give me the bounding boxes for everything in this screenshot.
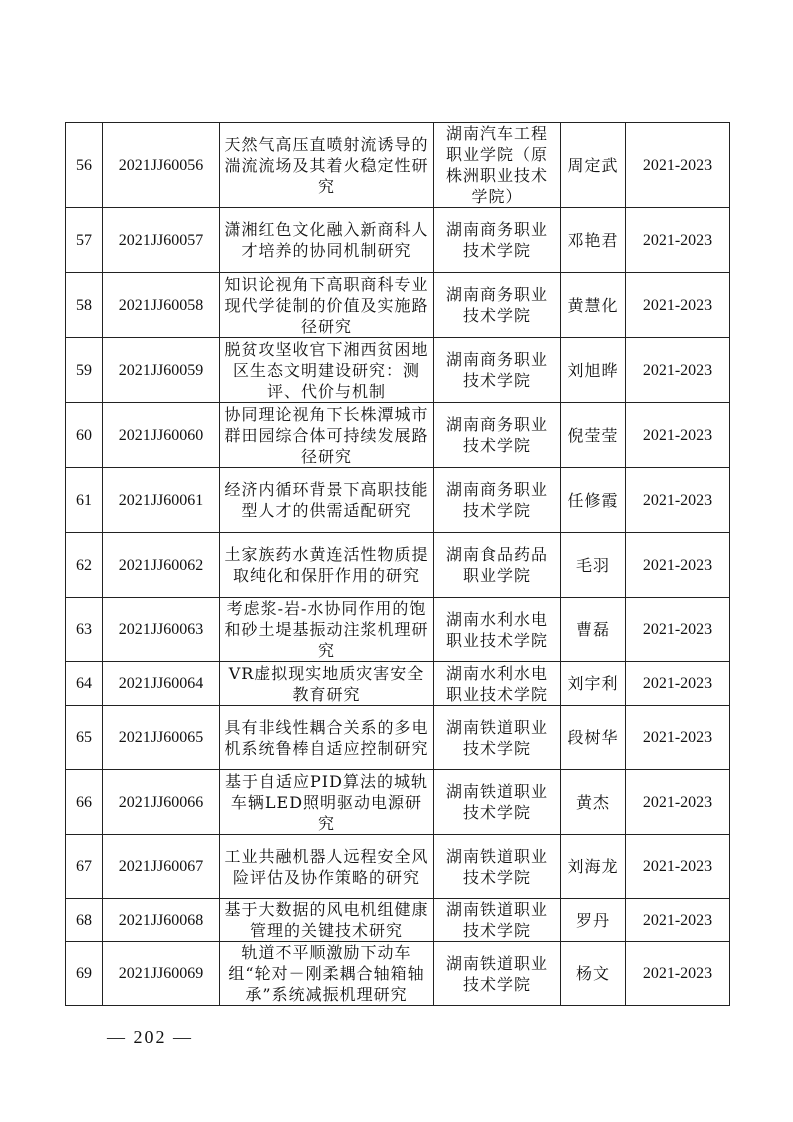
table-row (66, 942, 730, 1006)
institution-cell: 湖南铁道职业技术学院 (434, 706, 561, 770)
row-number-cell: 61 (66, 468, 103, 533)
period-cell: 2021-2023 (626, 662, 730, 706)
project-code-cell: 2021JJ60067 (103, 835, 220, 899)
table-row (66, 706, 730, 770)
principal-cell: 刘宇利 (561, 662, 626, 706)
project-code-cell: 2021JJ60065 (103, 706, 220, 770)
project-title-cell: 脱贫攻坚收官下湘西贫困地区生态文明建设研究：测评、代价与机制 (220, 338, 434, 403)
institution-cell: 湖南铁道职业技术学院 (434, 770, 561, 835)
project-title-cell: 协同理论视角下长株潭城市群田园综合体可持续发展路径研究 (220, 403, 434, 468)
period-cell: 2021-2023 (626, 468, 730, 533)
project-title-cell: VR虚拟现实地质灾害安全教育研究 (220, 662, 434, 706)
project-code-cell: 2021JJ60056 (103, 123, 220, 208)
period-cell: 2021-2023 (626, 273, 730, 338)
project-title-cell: 知识论视角下高职商科专业现代学徒制的价值及实施路径研究 (220, 273, 434, 338)
row-number-cell: 56 (66, 123, 103, 208)
principal-cell: 黄慧化 (561, 273, 626, 338)
table-row (66, 770, 730, 835)
table-row (66, 338, 730, 403)
period-cell: 2021-2023 (626, 942, 730, 1006)
table-row (66, 899, 730, 942)
period-cell: 2021-2023 (626, 123, 730, 208)
project-title-cell: 轨道不平顺激励下动车组“轮对－刚柔耦合轴箱轴承”系统减振机理研究 (220, 942, 434, 1006)
principal-cell: 刘旭晔 (561, 338, 626, 403)
period-cell: 2021-2023 (626, 598, 730, 662)
project-code-cell: 2021JJ60059 (103, 338, 220, 403)
table-row (66, 273, 730, 338)
project-code-cell: 2021JJ60063 (103, 598, 220, 662)
row-number-cell: 65 (66, 706, 103, 770)
project-title-cell: 天然气高压直喷射流诱导的湍流流场及其着火稳定性研究 (220, 123, 434, 208)
project-code-cell: 2021JJ60061 (103, 468, 220, 533)
project-title-cell: 具有非线性耦合关系的多电机系统鲁棒自适应控制研究 (220, 706, 434, 770)
row-number-cell: 69 (66, 942, 103, 1006)
institution-cell: 湖南商务职业技术学院 (434, 208, 561, 273)
project-code-cell: 2021JJ60069 (103, 942, 220, 1006)
project-code-cell: 2021JJ60068 (103, 899, 220, 942)
principal-cell: 曹磊 (561, 598, 626, 662)
principal-cell: 罗丹 (561, 899, 626, 942)
row-number-cell: 67 (66, 835, 103, 899)
table-row (66, 403, 730, 468)
period-cell: 2021-2023 (626, 533, 730, 598)
project-title-cell: 基于大数据的风电机组健康管理的关键技术研究 (220, 899, 434, 942)
project-title-cell: 工业共融机器人远程安全风险评估及协作策略的研究 (220, 835, 434, 899)
institution-cell: 湖南商务职业技术学院 (434, 403, 561, 468)
institution-cell: 湖南商务职业技术学院 (434, 468, 561, 533)
table-row (66, 598, 730, 662)
project-code-cell: 2021JJ60058 (103, 273, 220, 338)
row-number-cell: 60 (66, 403, 103, 468)
principal-cell: 周定武 (561, 123, 626, 208)
table-row (66, 662, 730, 706)
row-number-cell: 59 (66, 338, 103, 403)
period-cell: 2021-2023 (626, 338, 730, 403)
institution-cell: 湖南水利水电职业技术学院 (434, 662, 561, 706)
project-title-cell: 基于自适应PID算法的城轨车辆LED照明驱动电源研究 (220, 770, 434, 835)
principal-cell: 邓艳君 (561, 208, 626, 273)
project-code-cell: 2021JJ60064 (103, 662, 220, 706)
project-code-cell: 2021JJ60062 (103, 533, 220, 598)
principal-cell: 任修霞 (561, 468, 626, 533)
project-table (65, 122, 730, 1006)
page-number: — 202 — (107, 1027, 193, 1047)
institution-cell: 湖南铁道职业技术学院 (434, 835, 561, 899)
table-row (66, 468, 730, 533)
row-number-cell: 66 (66, 770, 103, 835)
principal-cell: 毛羽 (561, 533, 626, 598)
institution-cell: 湖南铁道职业技术学院 (434, 942, 561, 1006)
project-code-cell: 2021JJ60060 (103, 403, 220, 468)
project-title-cell: 潇湘红色文化融入新商科人才培养的协同机制研究 (220, 208, 434, 273)
institution-cell: 湖南食品药品职业学院 (434, 533, 561, 598)
principal-cell: 刘海龙 (561, 835, 626, 899)
period-cell: 2021-2023 (626, 208, 730, 273)
row-number-cell: 57 (66, 208, 103, 273)
principal-cell: 段树华 (561, 706, 626, 770)
table-row (66, 835, 730, 899)
row-number-cell: 63 (66, 598, 103, 662)
institution-cell: 湖南商务职业技术学院 (434, 273, 561, 338)
period-cell: 2021-2023 (626, 770, 730, 835)
project-title-cell: 经济内循环背景下高职技能型人才的供需适配研究 (220, 468, 434, 533)
table-row (66, 208, 730, 273)
period-cell: 2021-2023 (626, 835, 730, 899)
period-cell: 2021-2023 (626, 899, 730, 942)
project-code-cell: 2021JJ60057 (103, 208, 220, 273)
principal-cell: 黄杰 (561, 770, 626, 835)
institution-cell: 湖南水利水电职业技术学院 (434, 598, 561, 662)
table-row (66, 123, 730, 208)
project-code-cell: 2021JJ60066 (103, 770, 220, 835)
row-number-cell: 58 (66, 273, 103, 338)
principal-cell: 杨文 (561, 942, 626, 1006)
institution-cell: 湖南铁道职业技术学院 (434, 899, 561, 942)
project-title-cell: 考虑浆-岩-水协同作用的饱和砂土堤基振动注浆机理研究 (220, 598, 434, 662)
table-row (66, 533, 730, 598)
period-cell: 2021-2023 (626, 706, 730, 770)
principal-cell: 倪莹莹 (561, 403, 626, 468)
institution-cell: 湖南商务职业技术学院 (434, 338, 561, 403)
period-cell: 2021-2023 (626, 403, 730, 468)
project-title-cell: 土家族药水黄连活性物质提取纯化和保肝作用的研究 (220, 533, 434, 598)
row-number-cell: 68 (66, 899, 103, 942)
row-number-cell: 62 (66, 533, 103, 598)
row-number-cell: 64 (66, 662, 103, 706)
project-table-body (66, 123, 730, 1006)
institution-cell: 湖南汽车工程职业学院（原株洲职业技术学院） (434, 123, 561, 208)
